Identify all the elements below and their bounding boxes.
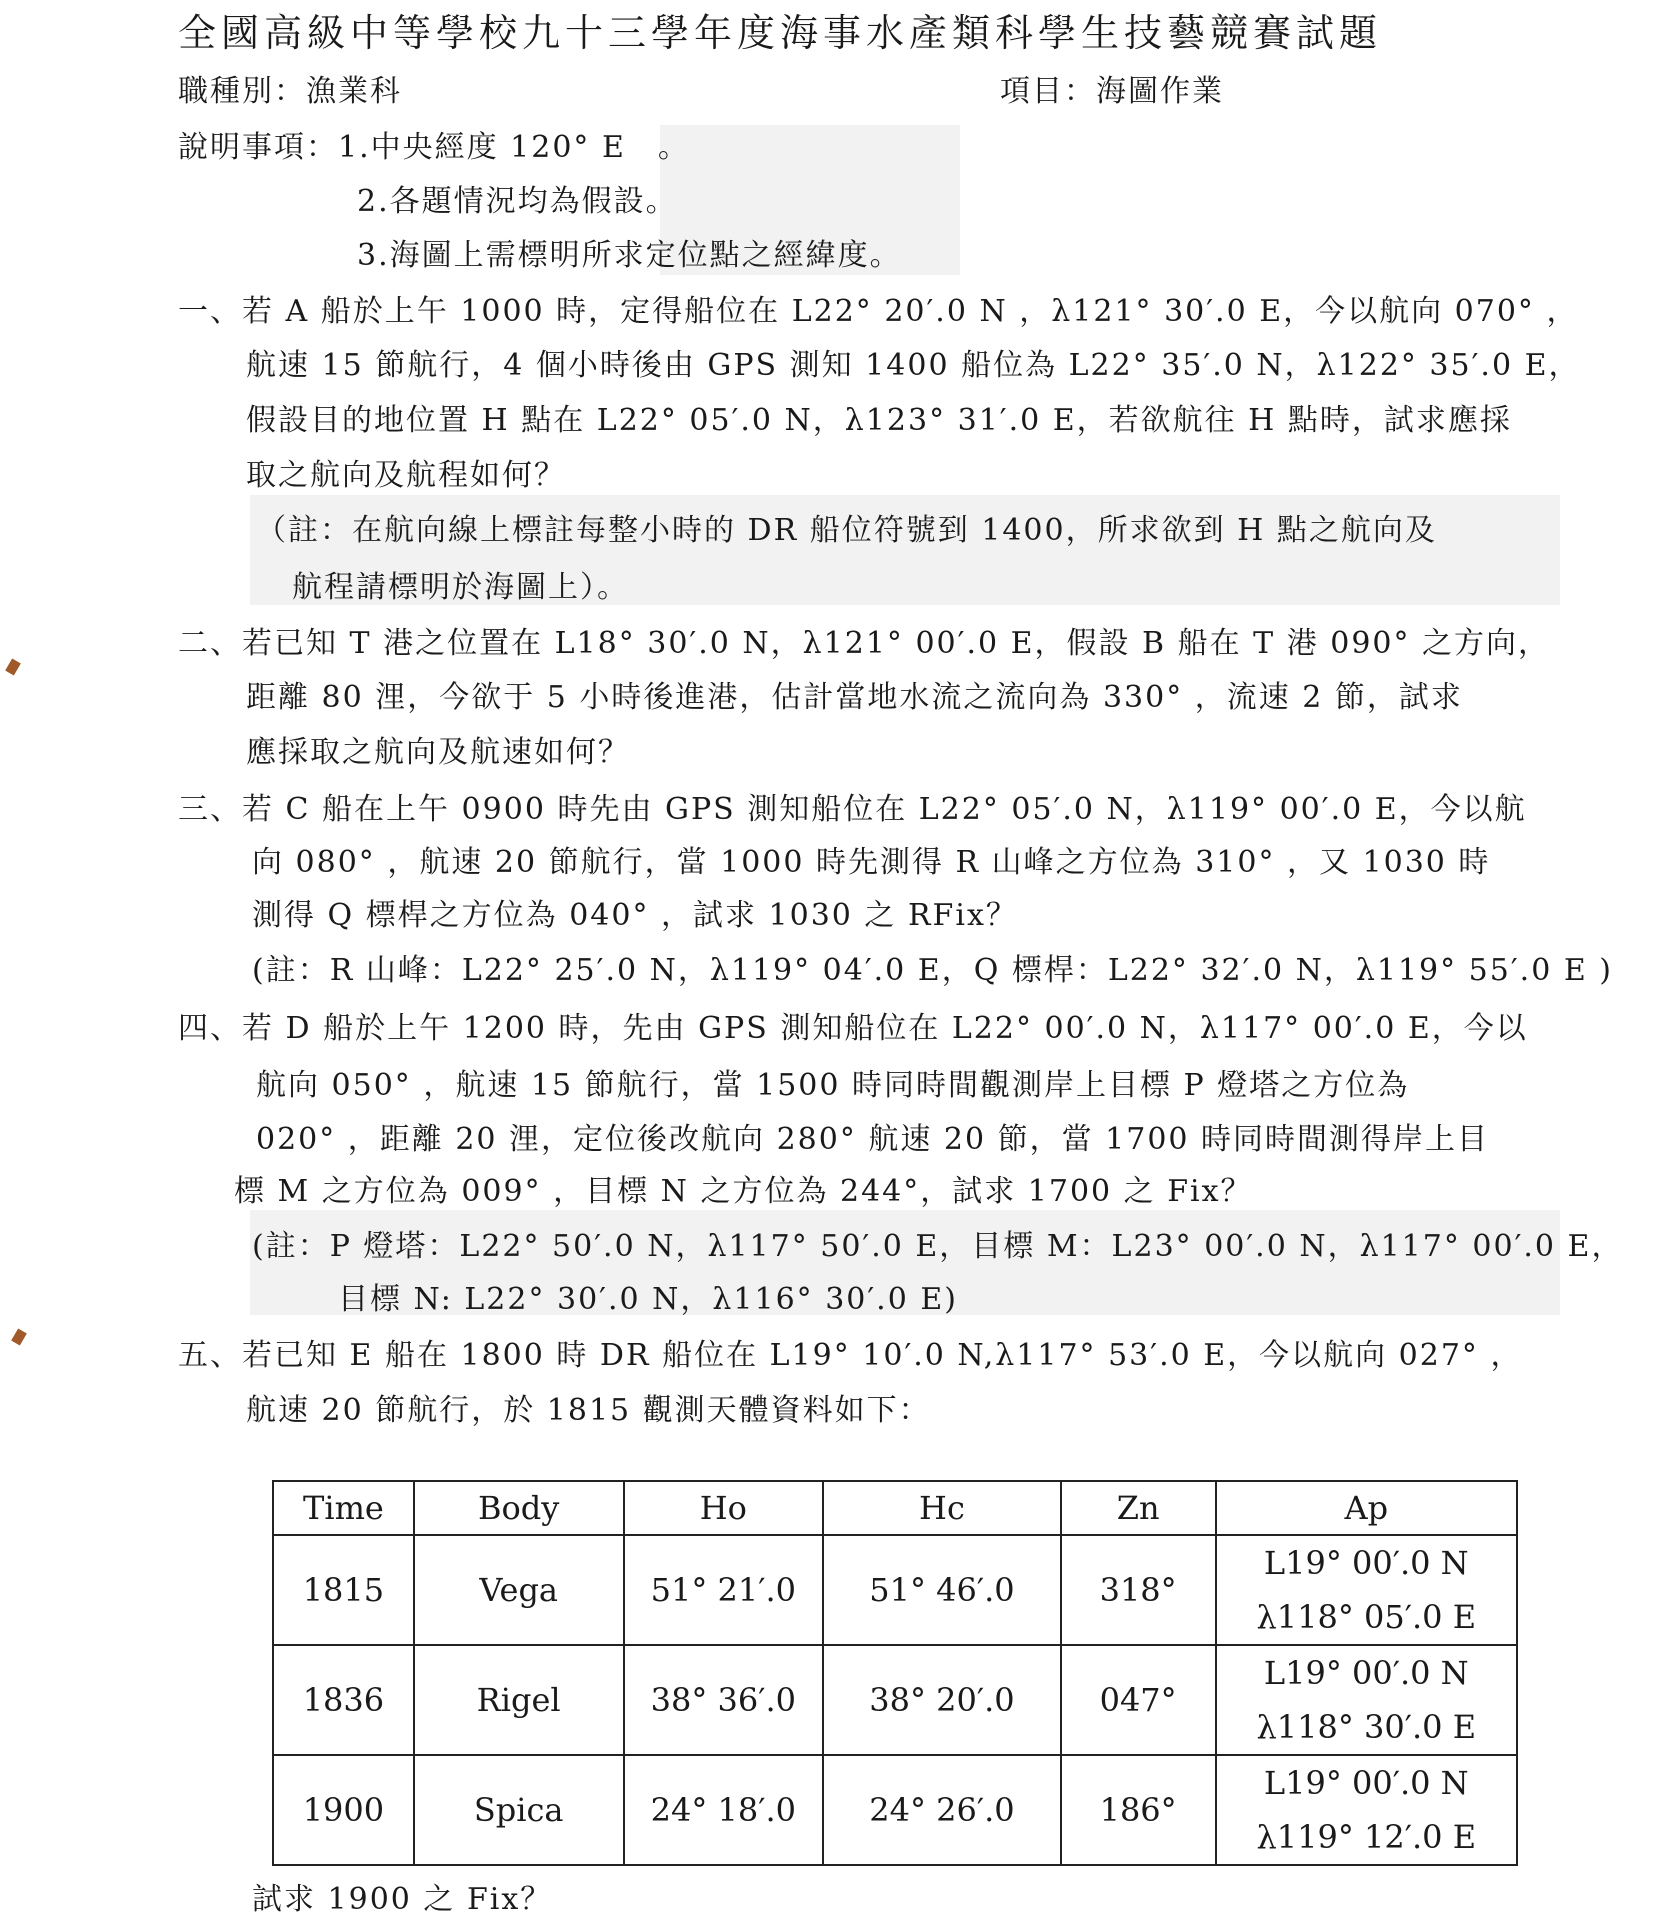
cell-body: Rigel [414, 1645, 624, 1755]
q3-line-3: 測得 Q 標桿之方位為 040° ，試求 1030 之 RFix？ [252, 898, 1018, 933]
q4-line-1: 四、若 D 船於上午 1200 時，先由 GPS 測知船位在 L22° 00′.0 N，λ117° 00′.0 E，今以 [178, 1011, 1528, 1046]
instruction-1: 說明事項：1.中央經度 120° E 。 [178, 130, 690, 165]
q1-note-2: 航程請標明於海圖上）。 [292, 570, 629, 605]
cell-hc: 38° 20′.0 [823, 1645, 1061, 1755]
cell-ho: 24° 18′.0 [624, 1755, 824, 1865]
final-question: 試求 1900 之 Fix？ [252, 1882, 553, 1917]
cell-time: 1815 [273, 1535, 414, 1645]
table-row [273, 1535, 1517, 1645]
ap-latitude: L19° 00′.0 N [1263, 1654, 1469, 1692]
q4-line-3: 020° ，距離 20 浬，定位後改航向 280° 航速 20 節，當 1700 時同時間測得岸上目 [256, 1122, 1490, 1157]
header-hc: Hc [823, 1481, 1061, 1535]
cell-hc: 24° 26′.0 [823, 1755, 1061, 1865]
instruction-2: 2.各題情況均為假設。 [357, 184, 678, 219]
table-row [273, 1645, 1517, 1755]
cell-ho: 51° 21′.0 [624, 1535, 824, 1645]
q1-line-3: 假設目的地位置 H 點在 L22° 05′.0 N，λ123° 31′.0 E，若欲航往 H 點時，試求應採 [246, 403, 1512, 438]
exam-title: 全國高級中等學校九十三學年度海事水產類科學生技藝競賽試題 [178, 11, 1383, 55]
header-body: Body [414, 1481, 624, 1535]
cell-ho: 38° 36′.0 [624, 1645, 824, 1755]
q2-line-1: 二、若已知 T 港之位置在 L18° 30′.0 N，λ121° 00′.0 E，假設 B 船在 T 港 090° 之方向， [178, 626, 1551, 661]
q1-note-1: （註：在航向線上標註每整小時的 DR 船位符號到 1400，所求欲到 H 點之航向及 [256, 513, 1437, 548]
scan-speck [11, 1328, 27, 1345]
ap-latitude: L19° 00′.0 N [1263, 1544, 1469, 1582]
header-ap: Ap [1216, 1481, 1517, 1535]
q2-line-2: 距離 80 浬，今欲于 5 小時後進港，估計當地水流之流向為 330° ，流速 2 節，試求 [246, 680, 1463, 715]
header-time: Time [273, 1481, 414, 1535]
q4-line-4: 標 M 之方位為 009° ，目標 N 之方位為 244°，試求 1700 之 Fix？ [234, 1174, 1253, 1209]
cell-body: Spica [414, 1755, 624, 1865]
q5-line-1: 五、若已知 E 船在 1800 時 DR 船位在 L19° 10′.0 N,λ117° 53′.0 E，今以航向 027° ， [178, 1338, 1523, 1373]
ap-longitude: λ118° 05′.0 E [1256, 1598, 1477, 1636]
table-header-row [273, 1481, 1517, 1535]
cell-hc: 51° 46′.0 [823, 1535, 1061, 1645]
cell-ap [1216, 1645, 1517, 1755]
header-zn: Zn [1061, 1481, 1216, 1535]
q4-note-2: 目標 N: L22° 30′.0 N，λ116° 30′.0 E) [338, 1282, 958, 1317]
q3-line-1: 三、若 C 船在上午 0900 時先由 GPS 測知船位在 L22° 05′.0 N，λ119° 00′.0 E，今以航 [178, 792, 1527, 827]
q2-line-3: 應採取之航向及航速如何？ [246, 735, 630, 770]
q5-line-2: 航速 20 節航行，於 1815 觀測天體資料如下： [246, 1393, 931, 1428]
q3-note: (註：R 山峰：L22° 25′.0 N，λ119° 04′.0 E，Q 標桿：L22° 32′.0 N，λ119° 55′.0 E ) [252, 953, 1613, 988]
cell-zn: 047° [1061, 1645, 1216, 1755]
q4-note-1: (註：P 燈塔：L22° 50′.0 N，λ117° 50′.0 E，目標 M：L23° 00′.0 N，λ117° 00′.0 E， [252, 1229, 1624, 1264]
observation-table [272, 1480, 1518, 1866]
cell-ap [1216, 1755, 1517, 1865]
cell-zn: 318° [1061, 1535, 1216, 1645]
category-label: 職種別：漁業科 [178, 74, 402, 109]
table-row [273, 1755, 1517, 1865]
ap-longitude: λ119° 12′.0 E [1256, 1818, 1477, 1856]
q1-line-4: 取之航向及航程如何？ [246, 458, 566, 493]
header-ho: Ho [624, 1481, 824, 1535]
q1-line-2: 航速 15 節航行，4 個小時後由 GPS 測知 1400 船位為 L22° 35′.0 N，λ122° 35′.0 E， [246, 348, 1581, 383]
cell-body: Vega [414, 1535, 624, 1645]
q1-line-1: 一、若 A 船於上午 1000 時，定得船位在 L22° 20′.0 N ，λ121° 30′.0 E，今以航向 070° ， [178, 294, 1579, 329]
q3-line-2: 向 080° ，航速 20 節航行，當 1000 時先測得 R 山峰之方位為 310° ，又 1030 時 [252, 845, 1491, 880]
ap-latitude: L19° 00′.0 N [1263, 1764, 1469, 1802]
ap-longitude: λ118° 30′.0 E [1256, 1708, 1477, 1746]
cell-time: 1836 [273, 1645, 414, 1755]
instruction-3: 3.海圖上需標明所求定位點之經緯度。 [357, 238, 902, 273]
cell-ap [1216, 1535, 1517, 1645]
cell-time: 1900 [273, 1755, 414, 1865]
scan-speck [5, 658, 21, 675]
cell-zn: 186° [1061, 1755, 1216, 1865]
q4-line-2: 航向 050° ，航速 15 節航行，當 1500 時同時間觀測岸上目標 P 燈塔之方位為 [256, 1068, 1410, 1103]
item-label: 項目：海圖作業 [1000, 74, 1224, 109]
